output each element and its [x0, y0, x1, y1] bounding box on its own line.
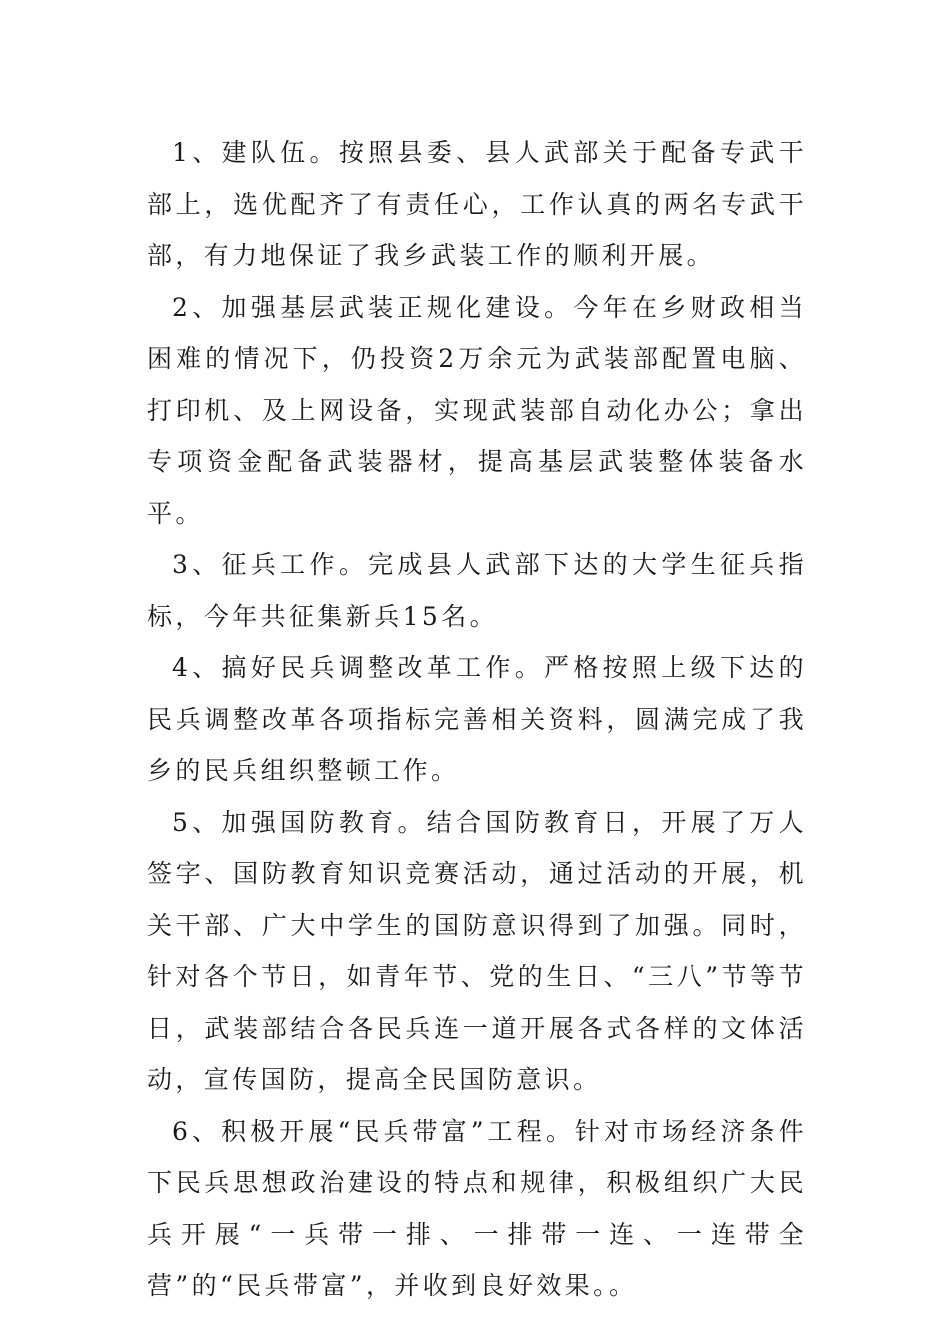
paragraph-6: 6、积极开展“民兵带富”工程。针对市场经济条件下民兵思想政治建设的特点和规律，积极组织广大民兵开展“一兵带一排、一排带一连、一连带全营”的“民兵带富”，并收到良好效果。。 [147, 1116, 807, 1300]
document-body [147, 127, 807, 1312]
paragraph-2: 2、加强基层武装正规化建设。今年在乡财政相当困难的情况下，仍投资2万余元为武装部配置电脑、打印机、及上网设备，实现武装部自动化办公；拿出专项资金配备武装器材，提高基层武装整体装备水平。 [147, 292, 807, 528]
paragraph-1: 1、建队伍。按照县委、县人武部关于配备专武干部上，选优配齐了有责任心，工作认真的两名专武干部，有力地保证了我乡武装工作的顺利开展。 [147, 138, 807, 270]
paragraph-5: 5、加强国防教育。结合国防教育日，开展了万人签字、国防教育知识竞赛活动，通过活动的开展，机关干部、广大中学生的国防意识得到了加强。同时，针对各个节日，如青年节、党的生日、“三八”节等节日，武装部结合各民兵连一道开展各式各样的文体活动，宣传国防，提高全民国防意识。 [147, 807, 807, 1094]
paragraph-4: 4、搞好民兵调整改革工作。严格按照上级下达的民兵调整改革各项指标完善相关资料，圆满完成了我乡的民兵组织整顿工作。 [147, 653, 807, 785]
paragraph-3: 3、征兵工作。完成县人武部下达的大学生征兵指标，今年共征集新兵15名。 [147, 550, 807, 631]
